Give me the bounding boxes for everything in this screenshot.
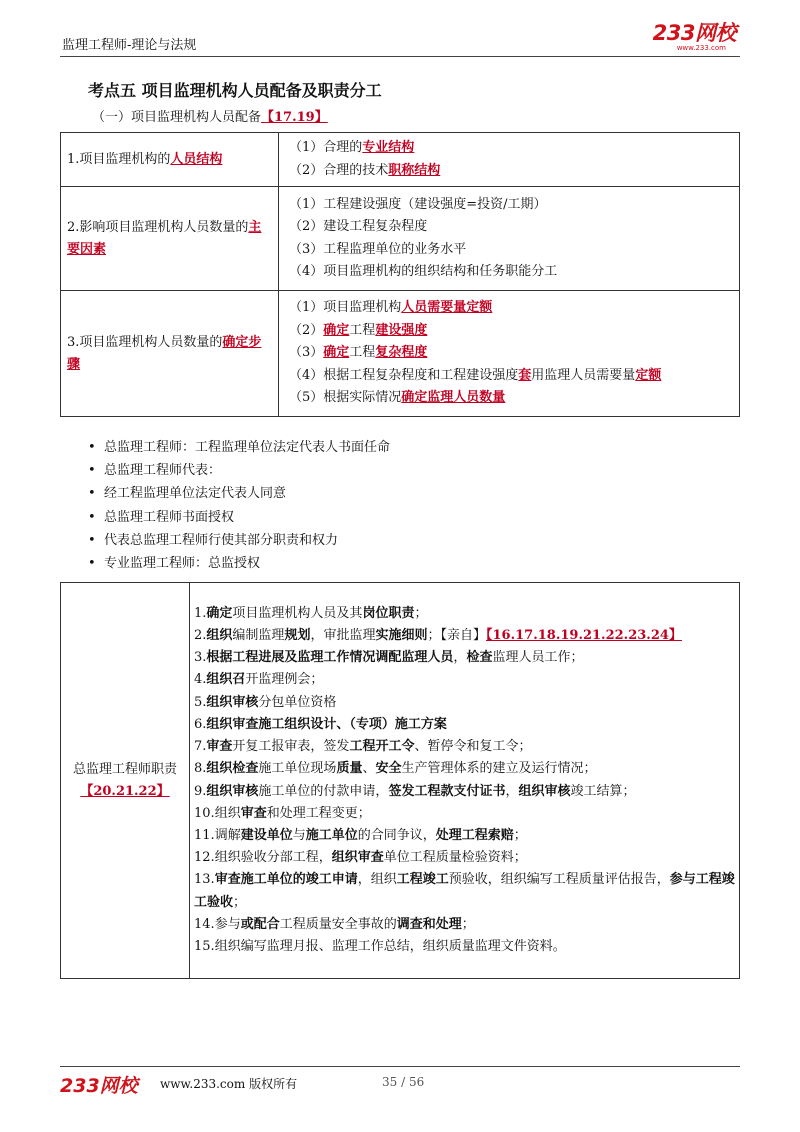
page-number: 35 / 56 (382, 1075, 425, 1089)
duty-item: 2.组织编制监理规划，审批监理实施细则；【亲自】【16.17.18.19.21.22.23.24】 (194, 628, 682, 644)
chief-engineer-duties-table (60, 582, 740, 979)
brand-logo-url: www.233.com (676, 44, 726, 52)
list-item: （2）确定工程建设强度 (289, 322, 428, 338)
duty-item: 10.组织审查和处理工程变更； (194, 805, 371, 821)
page-header (60, 22, 740, 57)
row-content (279, 291, 740, 417)
staffing-table (60, 132, 740, 417)
subtitle-year-ref: 【17.19】 (261, 110, 328, 125)
list-item: （1）合理的专业结构 (289, 140, 415, 155)
duty-item: 11.调解建设单位与施工单位的合同争议，处理工程索赔； (194, 827, 527, 843)
duties-label (61, 583, 190, 979)
duty-item: 13.审查施工单位的竣工申请，组织工程竣工预验收，组织编写工程质量评估报告，参与工程竣工验收； (194, 872, 735, 910)
table-row (61, 583, 740, 979)
duty-item: 4.组织召开监理例会； (194, 672, 324, 688)
duty-item: 3.根据工程进展及监理工作情况调配监理人员，检查监理人员工作； (194, 650, 584, 666)
duty-item: 15.组织编写监理月报、监理工作总结，组织质量监理文件资料。 (194, 938, 566, 954)
duty-item: 6.组织审查施工组织设计、（专项）施工方案 (194, 716, 447, 732)
row-label: 2.影响项目监理机构人员数量的主要因素 (61, 187, 279, 291)
list-item: • 经工程监理单位法定代表人同意 (88, 482, 390, 505)
section-subtitle: （一）项目监理机构人员配备【17.19】 (92, 110, 328, 125)
duty-item: 12.组织验收分部工程，组织审查单位工程质量检验资料； (194, 850, 527, 866)
footer-copyright: www.233.com 版权所有 (160, 1077, 298, 1091)
list-item: • 总监理工程师代表： (88, 459, 390, 482)
list-item: （1）项目监理机构人员需要量定额 (289, 300, 493, 316)
list-item: （4）项目监理机构的组织结构和任务职能分工 (289, 264, 558, 279)
row-content (279, 133, 740, 187)
row-label: 1.项目监理机构的人员结构 (61, 133, 279, 187)
row-label: 3.项目监理机构人员数量的确定步骤 (61, 291, 279, 417)
role-bullet-list (88, 436, 390, 575)
header-title: 监理工程师-理论与法规 (62, 38, 197, 53)
list-item: （1）工程建设强度（建设强度=投资/工期） (289, 196, 547, 212)
table-row (61, 133, 740, 187)
brand-logo[interactable]: 233网校 (652, 21, 736, 45)
list-item: • 总监理工程师书面授权 (88, 506, 390, 529)
duty-item: 8.组织检查施工单位现场质量、安全生产管理体系的建立及运行情况； (194, 761, 597, 777)
table-row (61, 187, 740, 291)
duties-year-ref: 【20.21.22】 (80, 783, 170, 799)
list-item: （5）根据实际情况确定监理人员数量 (289, 390, 506, 406)
duty-item: 5.组织审核分包单位资格 (194, 694, 337, 710)
duty-item: 7.审查开复工报审表，签发工程开工令、暂停令和复工令； (194, 739, 532, 755)
duties-title: 总监理工程师职责 (72, 761, 177, 777)
list-item: • 总监理工程师：工程监理单位法定代表人书面任命 (88, 436, 390, 459)
duties-content (190, 583, 740, 979)
section-title: 考点五 项目监理机构人员配备及职责分工 (88, 81, 382, 100)
list-item: （3）确定工程复杂程度 (289, 345, 428, 361)
page-footer (60, 1066, 740, 1097)
list-item: • 专业监理工程师：总监授权 (88, 552, 390, 575)
list-item: （2）建设工程复杂程度 (289, 219, 428, 234)
footer-logo[interactable]: 233网校 (60, 1075, 138, 1097)
duty-item: 9.组织审核施工单位的付款申请，签发工程款支付证书，组织审核竣工结算； (194, 783, 636, 799)
list-item: （3）工程监理单位的业务水平 (289, 241, 467, 257)
duty-item: 14.参与或配合工程质量安全事故的调查和处理； (194, 916, 475, 932)
list-item: • 代表总监理工程师行使其部分职责和权力 (88, 529, 390, 552)
table-row (61, 291, 740, 417)
list-item: （4）根据工程复杂程度和工程建设强度套用监理人员需要量定额 (289, 367, 662, 383)
row-content (279, 187, 740, 291)
list-item: （2）合理的技术职称结构 (289, 162, 441, 178)
duty-item: 1.确定项目监理机构人员及其岗位职责； (194, 605, 428, 621)
